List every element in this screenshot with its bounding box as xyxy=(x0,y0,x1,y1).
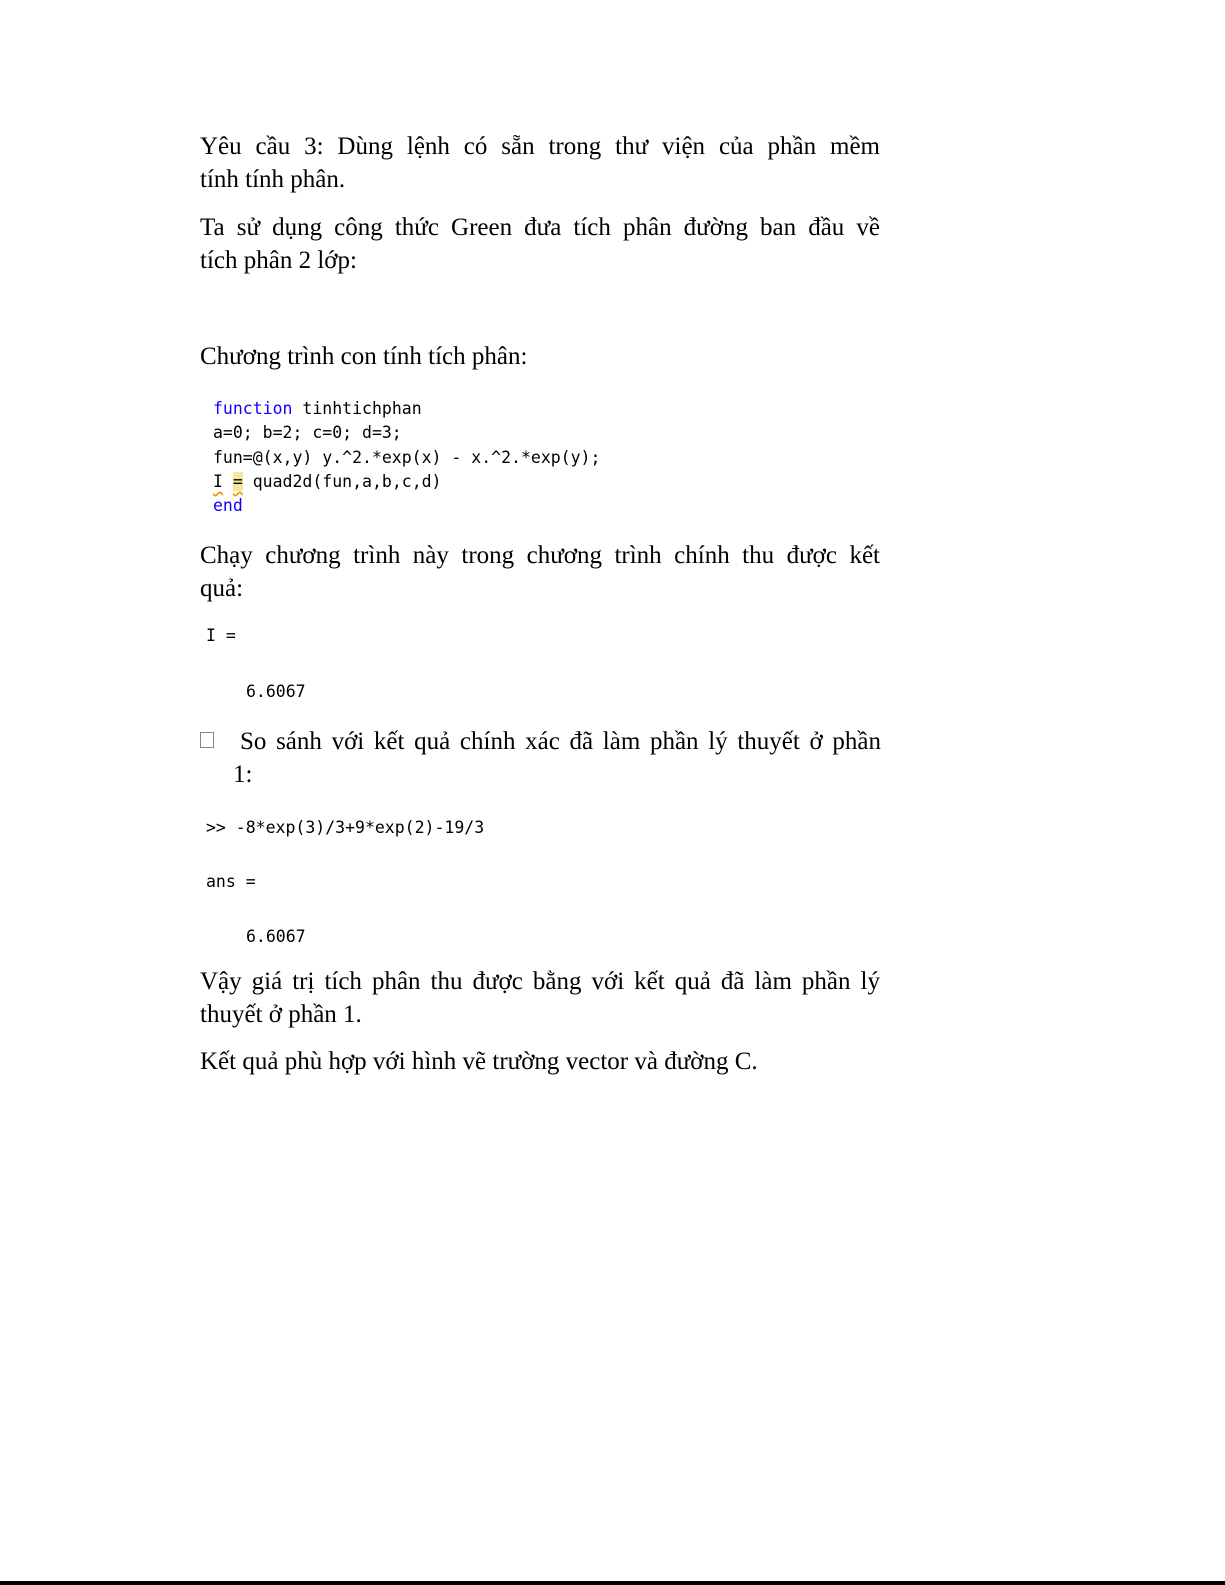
code-line-quad2d: quad2d(fun,a,b,c,d) xyxy=(242,471,442,491)
paragraph-line: Yêu cầu 3: Dùng lệnh có sẵn trong thư viện của phần mềm xyxy=(200,133,880,160)
paragraph-line: thuyết ở phần 1. xyxy=(200,1001,362,1028)
paragraph-line: quả: xyxy=(200,575,244,602)
paragraph-line: Chương trình con tính tích phân: xyxy=(200,343,528,370)
code-variable-i: I xyxy=(213,471,223,491)
code-keyword-end: end xyxy=(213,496,243,516)
output-label-ans: ans = xyxy=(206,872,256,891)
code-block-function xyxy=(213,397,600,518)
paragraph-line: Kết quả phù hợp với hình vẽ trường vector và đường C. xyxy=(200,1048,758,1075)
code-keyword-function: function xyxy=(213,399,293,418)
code-line-fun: fun=@(x,y) y.^2.*exp(x) - x.^2.*exp(y); xyxy=(213,447,601,467)
paragraph-line: Vậy giá trị tích phân thu được bằng với kết quả đã làm phần lý xyxy=(200,968,880,995)
code-assign-operator: = xyxy=(232,471,243,491)
command-line: >> -8*exp(3)/3+9*exp(2)-19/3 xyxy=(206,818,485,837)
paragraph-line: tích phân 2 lớp: xyxy=(200,247,357,274)
paragraph-subprogram-heading xyxy=(200,340,880,373)
paragraph-line: 1: xyxy=(233,761,253,788)
paragraph-conclusion xyxy=(200,965,880,1031)
paragraph-line: So sánh với kết quả chính xác đã làm phần lý thuyết ở phần xyxy=(240,728,881,755)
output-label-i: I = xyxy=(206,626,236,645)
bullet-marker xyxy=(200,732,214,748)
code-line-bounds: a=0; b=2; c=0; d=3; xyxy=(213,423,402,443)
paragraph-green-formula xyxy=(200,211,880,277)
code-function-name: tinhtichphan xyxy=(292,399,422,418)
output-value-ans: 6.6067 xyxy=(246,927,306,946)
bullet-compare-line1 xyxy=(240,725,881,758)
paragraph-vector-field-match xyxy=(200,1045,880,1078)
paragraph-requirement-3 xyxy=(200,130,880,196)
paragraph-line: tính tính phân. xyxy=(200,166,346,193)
bullet-compare-line2 xyxy=(233,758,433,791)
paragraph-run-result xyxy=(200,539,880,605)
paragraph-line: Chạy chương trình này trong chương trình chính thu được kết xyxy=(200,542,880,569)
paragraph-line: Ta sử dụng công thức Green đưa tích phân đường ban đầu về xyxy=(200,214,880,241)
page-bottom-border xyxy=(0,1581,1225,1585)
output-value-i: 6.6067 xyxy=(246,682,306,701)
